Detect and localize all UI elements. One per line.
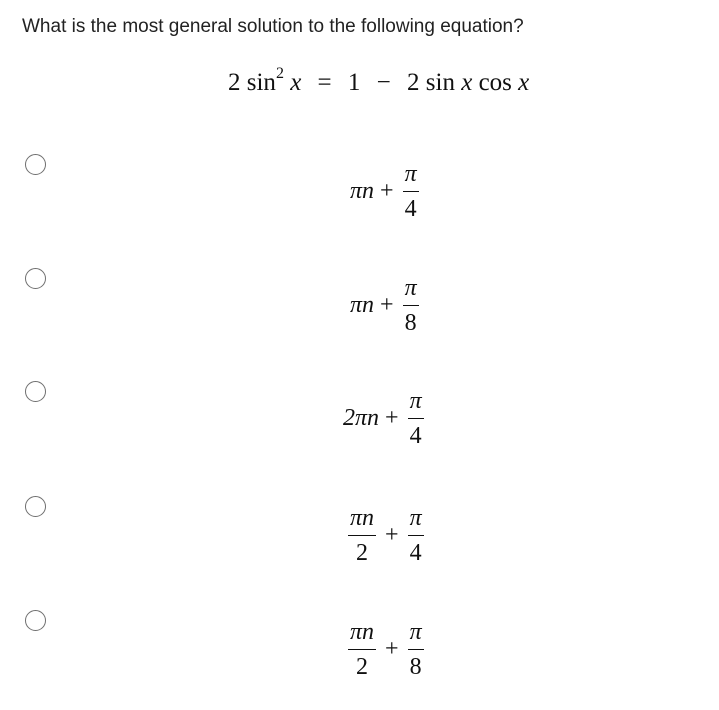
option-1-fraction (403, 160, 419, 223)
radio-button-3[interactable] (25, 381, 46, 402)
radio-button-1[interactable] (25, 154, 46, 175)
eq-rhs-one: 1 (347, 69, 361, 96)
answer-option-1[interactable] (0, 140, 719, 240)
fraction-bar (403, 191, 419, 192)
equation (228, 66, 529, 100)
option-2-expression (350, 274, 422, 337)
option-5-lead-fraction (348, 618, 376, 681)
option-4-numerator: π (409, 505, 422, 531)
fraction-bar (348, 649, 376, 650)
option-5-expression (345, 618, 427, 681)
option-3-lead: 2πn (343, 405, 380, 432)
fraction-bar (348, 535, 376, 536)
eq-lhs-coef: 2 (228, 69, 241, 96)
radio-button-2[interactable] (25, 268, 46, 289)
answer-option-4[interactable] (0, 482, 719, 582)
option-1-expression (350, 160, 422, 223)
eq-rhs-var2: x (518, 69, 530, 96)
eq-equals: = (317, 69, 332, 96)
option-5-fraction (408, 618, 424, 681)
option-5-numerator: π (409, 619, 422, 645)
question-text: What is the most general solution to the following equation? (22, 16, 524, 37)
radio-button-4[interactable] (25, 496, 46, 517)
option-1-plus: + (380, 178, 394, 205)
option-3-denominator: 4 (409, 423, 422, 450)
eq-minus: − (376, 69, 391, 96)
eq-rhs-var1: x (461, 69, 473, 96)
option-5-plus: + (385, 636, 399, 663)
option-2-fraction (403, 274, 419, 337)
option-2-denominator: 8 (404, 310, 417, 337)
option-3-plus: + (385, 405, 399, 432)
option-4-lead-numerator: πn (350, 505, 375, 531)
option-1-lead: πn (350, 178, 375, 205)
fraction-bar (408, 535, 424, 536)
option-2-lead: πn (350, 292, 375, 319)
eq-rhs-coef: 2 (407, 69, 420, 96)
option-4-lead-fraction (348, 504, 376, 567)
option-5-lead-denominator: 2 (356, 654, 369, 681)
option-4-fraction (408, 504, 424, 567)
option-3-numerator: π (409, 388, 422, 414)
eq-lhs-exp: 2 (275, 65, 284, 82)
answer-option-3[interactable] (0, 367, 719, 467)
eq-lhs-fn: sin (246, 69, 276, 96)
option-4-expression (345, 504, 427, 567)
radio-button-5[interactable] (25, 610, 46, 631)
answer-option-5[interactable] (0, 596, 719, 696)
eq-rhs-fn2: cos (478, 69, 512, 96)
option-5-lead-numerator: πn (350, 619, 375, 645)
option-3-fraction (408, 387, 424, 450)
option-1-numerator: π (404, 161, 417, 187)
fraction-bar (408, 649, 424, 650)
option-3-expression (343, 387, 427, 450)
option-4-plus: + (385, 522, 399, 549)
answer-option-2[interactable] (0, 254, 719, 354)
option-1-denominator: 4 (404, 196, 417, 223)
eq-rhs-fn1: sin (425, 69, 455, 96)
option-2-numerator: π (404, 275, 417, 301)
fraction-bar (408, 418, 424, 419)
option-4-denominator: 4 (409, 540, 422, 567)
option-4-lead-denominator: 2 (356, 540, 369, 567)
option-2-plus: + (380, 292, 394, 319)
fraction-bar (403, 305, 419, 306)
option-5-denominator: 8 (409, 654, 422, 681)
eq-lhs-var: x (290, 69, 302, 96)
